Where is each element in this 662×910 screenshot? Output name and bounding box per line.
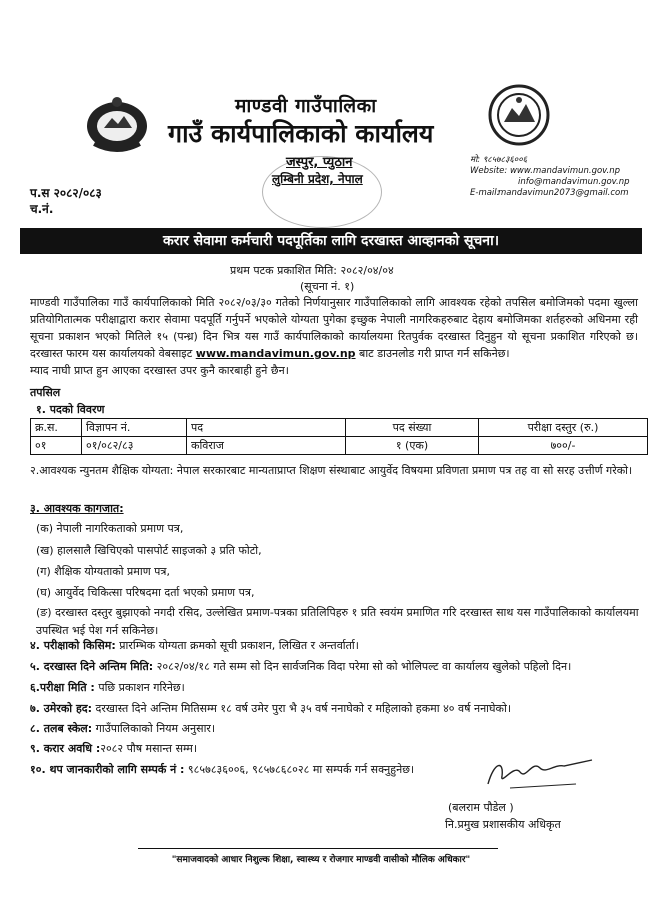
contact-phone: मो: ९८५७८३६००६ <box>470 155 528 165</box>
cell-ad-no: ०१/०८२/८३ <box>82 437 187 455</box>
col-fee: परीक्षा दस्तुर (रु.) <box>479 419 648 437</box>
post-details-heading: १. पदको विवरण <box>36 403 105 416</box>
exam-date <box>30 680 645 695</box>
website-link[interactable]: www.mandavimun.gov.np <box>195 347 356 360</box>
notice-paragraph <box>30 294 638 379</box>
cell-fee: ७००/- <box>479 437 648 455</box>
office-title: गाउँ कार्यपालिकाको कार्यालय <box>168 119 434 148</box>
age-limit <box>30 701 645 716</box>
item-text: ९८५७८३६००६, ९८५७८६८०२८ मा सम्पर्क गर्न सक्नुहुनेछ। <box>184 763 415 776</box>
footer-divider <box>138 848 498 849</box>
item-label: ६.परीक्षा मिति : <box>30 681 95 694</box>
footer-slogan: "समाजवादको आधार निशुल्क शिक्षा, स्वास्थ्य र रोजगार माण्डवी वासीको मौलिक अधिकार" <box>171 855 471 865</box>
item-text: २०८२ पौष मसान्त सम्म। <box>100 742 198 755</box>
notice-number: (सूचना नं. १) <box>300 280 355 293</box>
document-item: (ग) शैक्षिक योग्यताको प्रमाण पत्र, <box>36 565 170 578</box>
schedule-heading: तपसिल <box>30 386 61 399</box>
item-text: गाउँपालिकाको नियम अनुसार। <box>92 722 216 735</box>
office-province: लुम्बिनी प्रदेश, नेपाल <box>272 172 363 186</box>
paragraph-text: माण्डवी गाउँपालिका गाउँ कार्यपालिकाको मिति २०८२/०३/३० गतेको निर्णयानुसार गाउँपालिकाको लागि आवश्यक रहेको तपसिल बमोजिमको पदमा खुल्ला प्रतियोगितात्मक परीक्षाद्वारा करार सेवामा पदपूर्ति गर्नुपर्ने भएकोले योग्यता पुगेका इच्छुक नेपाली नागरिकहरुबाट देहाय बमोजिमका शर्तहरुको अधिनमा रही सूचना प्रकाशन भएको मितिले १५ (पन्ध्र) दिन भित्र यस गाउँ कार्यपालिकाको कार्यालयमा रितपुर्वक दरखास्त दिनुहुन यो सूचना प्रकाशित गरिएको छ। दरखास्त फारम यस कार्यालयको वेबसाइट <box>30 296 638 360</box>
dispatch-number: च.नं. <box>30 202 54 216</box>
officer-title: नि.प्रमुख प्रशासकीय अधिकृत <box>445 818 561 831</box>
document-item: (घ) आयुर्वेद चिकित्सा परिषदमा दर्ता भएको प्रमाण पत्र, <box>36 586 255 599</box>
table-row <box>31 437 648 455</box>
salary-scale <box>30 721 645 736</box>
item-text: पछि प्रकाशन गरिनेछ। <box>94 681 185 694</box>
reference-number: प.स २०८२/०८३ <box>30 186 102 200</box>
municipality-logo-icon <box>488 84 550 146</box>
exam-type <box>30 638 645 653</box>
col-count: पद संख्या <box>346 419 479 437</box>
officer-name: (बलराम पौडेल ) <box>448 801 514 814</box>
contact-website[interactable]: Website: www.mandavimun.gov.np <box>470 166 621 176</box>
contact-email-label: E-mail: <box>470 188 500 198</box>
document-item: (ङ) दरखास्त दस्तुर बुझाएको नगदी रसिद, उल्लेखित प्रमाण-पत्रका प्रतिलिपिहरु १ प्रति स्वयंम प्रमाणित गरि दरखास्त साथ यस गाउँपालिकाको कार्यालयमा उपस्थित भई पेश गर्न सकिनेछ। <box>36 606 639 637</box>
item-text: २०८२/०४/१८ गते सम्म सो दिन सार्वजनिक विदा परेमा सो को भोलिपल्ट वा कार्यालय खुलेको पहिलो दिन। <box>153 660 572 673</box>
post-table <box>30 418 648 455</box>
cell-count: १ (एक) <box>346 437 479 455</box>
col-sn: क्र.स. <box>31 419 82 437</box>
deadline-note: म्याद नाघी प्राप्त हुन आएका दरखास्त उपर कुनै कारबाही हुने छैन। <box>30 364 289 377</box>
document-item: (क) नेपाली नागरिकताको प्रमाण पत्र, <box>36 522 184 535</box>
item-label: १०. थप जानकारीको लागि सम्पर्क नं : <box>30 763 185 776</box>
document-item: (ख) हालसालै खिचिएको पासपोर्ट साइजको ३ प्रति फोटो, <box>36 544 262 557</box>
col-post: पद <box>187 419 346 437</box>
item-text: दरखास्त दिने अन्तिम मितिसम्म १८ वर्ष उमेर पुरा भै ३५ वर्ष ननाघेको र महिलाको हकमा ४० वर्ष ननाघेको। <box>92 702 511 715</box>
published-date: प्रथम पटक प्रकाशित मिति: २०८२/०४/०४ <box>230 264 394 277</box>
last-date <box>30 659 645 674</box>
contact-email1[interactable]: info@mandavimun.gov.np <box>518 177 630 187</box>
item-label: ७. उमेरको हद: <box>30 702 93 715</box>
item-text: प्रारम्भिक योग्यता क्रमको सूची प्रकाशन, लिखित र अन्तर्वार्ता। <box>115 639 359 652</box>
item-label: ४. परीक्षाको किसिम: <box>30 639 116 652</box>
cell-post: कविराज <box>187 437 346 455</box>
table-header-row <box>31 419 648 437</box>
office-name: माण्डवी गाउँपालिका <box>235 95 377 117</box>
contact-email2[interactable]: mandavimun2073@gmail.com <box>498 188 629 198</box>
office-location: जस्पुर, प्युठान <box>286 155 353 170</box>
paragraph-text-end: बाट डाउनलोड गरी प्राप्त गर्न सकिनेछ। <box>355 347 510 360</box>
notice-banner: करार सेवामा कर्मचारी पदपूर्तिका लागि दरखास्त आव्हानको सूचना। <box>20 228 642 254</box>
col-ad-no: विज्ञापन नं. <box>82 419 187 437</box>
item-label: ८. तलब स्केल: <box>30 722 93 735</box>
item-label: ९. करार अवधि : <box>30 742 101 755</box>
item-label: ५. दरखास्त दिने अन्तिम मिति: <box>30 660 154 673</box>
signature-icon <box>480 754 600 792</box>
cell-sn: ०१ <box>31 437 82 455</box>
qualification: २.आवश्यक न्युनतम शैक्षिक योग्यता: नेपाल सरकारबाट मान्यताप्राप्त शिक्षण संस्थाबाट आयुर्वेद विषयमा प्रविणता प्रमाण पत्र तह वा सो सरह उत्तीर्ण गरेको। <box>30 464 633 477</box>
documents-heading: ३. आवश्यक कागजात: <box>30 502 124 515</box>
nepal-emblem-icon <box>82 92 152 154</box>
contact-info <box>470 155 655 199</box>
